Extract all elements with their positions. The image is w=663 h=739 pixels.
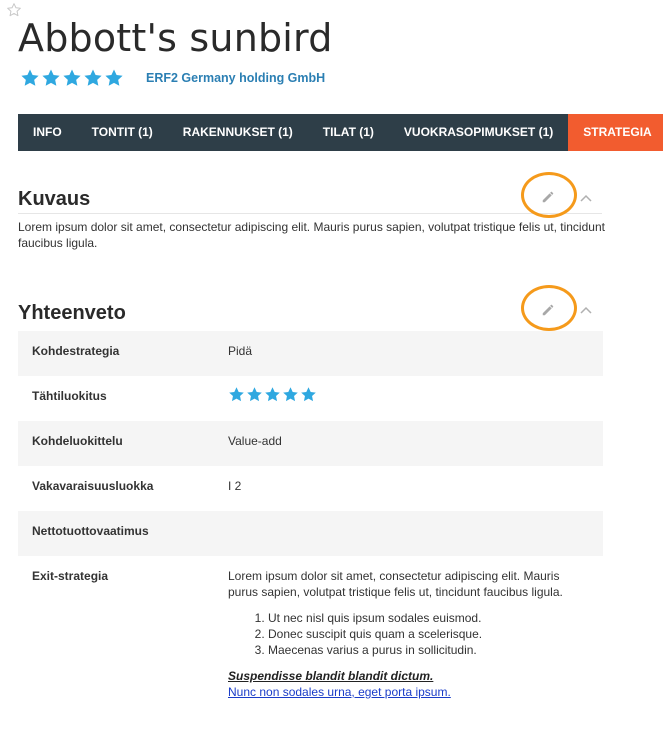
list-item: 1. Ut nec nisl quis ipsum sodales euismod. bbox=[268, 610, 589, 626]
list-item: 3. Maecenas varius a purus in sollicitudin. bbox=[268, 642, 589, 658]
tab-tontit[interactable]: TONTIT (1) bbox=[91, 125, 153, 139]
tab-bar bbox=[18, 114, 663, 151]
table-row bbox=[18, 376, 603, 421]
row-value: Pidä bbox=[228, 344, 253, 358]
collapse-chevron-icon[interactable] bbox=[580, 194, 592, 202]
exit-list bbox=[228, 610, 589, 658]
star-icon bbox=[228, 386, 245, 403]
tab-tilat[interactable]: TILAT (1) bbox=[322, 125, 374, 139]
tab-vuokrasopimukset[interactable]: VUOKRASOPIMUKSET (1) bbox=[403, 125, 554, 139]
row-value: Value-add bbox=[228, 434, 282, 448]
table-row bbox=[18, 466, 603, 511]
exit-link[interactable]: Nunc non sodales urna, eget porta ipsum. bbox=[228, 685, 451, 699]
row-value: I 2 bbox=[228, 479, 242, 493]
edit-pencil-icon[interactable] bbox=[541, 190, 555, 204]
row-label: Vakavaraisuusluokka bbox=[32, 479, 154, 493]
row-value bbox=[228, 511, 603, 556]
page-title: Abbott's sunbird bbox=[18, 16, 333, 60]
row-value-stars bbox=[228, 376, 603, 421]
star-icon bbox=[41, 68, 61, 88]
tab-info[interactable]: INFO bbox=[33, 125, 62, 139]
collapse-chevron-icon[interactable] bbox=[580, 306, 592, 314]
company-link[interactable]: ERF2 Germany holding GmbH bbox=[146, 71, 326, 85]
star-icon bbox=[62, 68, 82, 88]
star-icon bbox=[300, 386, 317, 403]
exit-paragraph: Lorem ipsum dolor sit amet, consectetur adipiscing elit. Mauris purus sapien, volutpat tristique felis ut, tincidunt faucibus ligula. bbox=[228, 569, 563, 599]
star-icon bbox=[83, 68, 103, 88]
star-icon bbox=[246, 386, 263, 403]
exit-emphasis: Suspendisse blandit blandit dictum. bbox=[228, 669, 434, 683]
section-title-kuvaus: Kuvaus bbox=[18, 188, 91, 210]
table-row bbox=[18, 556, 603, 714]
row-label: Nettotuottovaatimus bbox=[32, 524, 149, 538]
star-icon bbox=[264, 386, 281, 403]
table-row bbox=[18, 511, 603, 556]
list-item: 2. Donec suscipit quis quam a scelerisque. bbox=[268, 626, 589, 642]
tab-strategia[interactable]: STRATEGIA bbox=[568, 114, 663, 151]
row-label: Tähtiluokitus bbox=[32, 389, 107, 403]
row-label: Kohdestrategia bbox=[32, 344, 120, 358]
rating-stars bbox=[228, 386, 589, 403]
table-row bbox=[18, 421, 603, 466]
section-divider bbox=[18, 213, 602, 214]
row-label: Kohdeluokittelu bbox=[32, 434, 123, 448]
header-meta bbox=[20, 67, 325, 89]
star-icon bbox=[104, 68, 124, 88]
kuvaus-description: Lorem ipsum dolor sit amet, consectetur adipiscing elit. Mauris purus sapien, volutpat tristique felis ut, tincidunt faucibus ligula. bbox=[18, 220, 605, 250]
rating-stars bbox=[20, 68, 124, 88]
row-label: Exit-strategia bbox=[32, 569, 109, 583]
tab-rakennukset[interactable]: RAKENNUKSET (1) bbox=[182, 125, 293, 139]
section-title-yhteenveto: Yhteenveto bbox=[18, 302, 126, 324]
star-icon bbox=[282, 386, 299, 403]
star-icon bbox=[20, 68, 40, 88]
table-row bbox=[18, 331, 603, 376]
summary-table bbox=[18, 331, 603, 714]
exit-strategy-content bbox=[228, 556, 603, 714]
edit-pencil-icon[interactable] bbox=[541, 303, 555, 317]
